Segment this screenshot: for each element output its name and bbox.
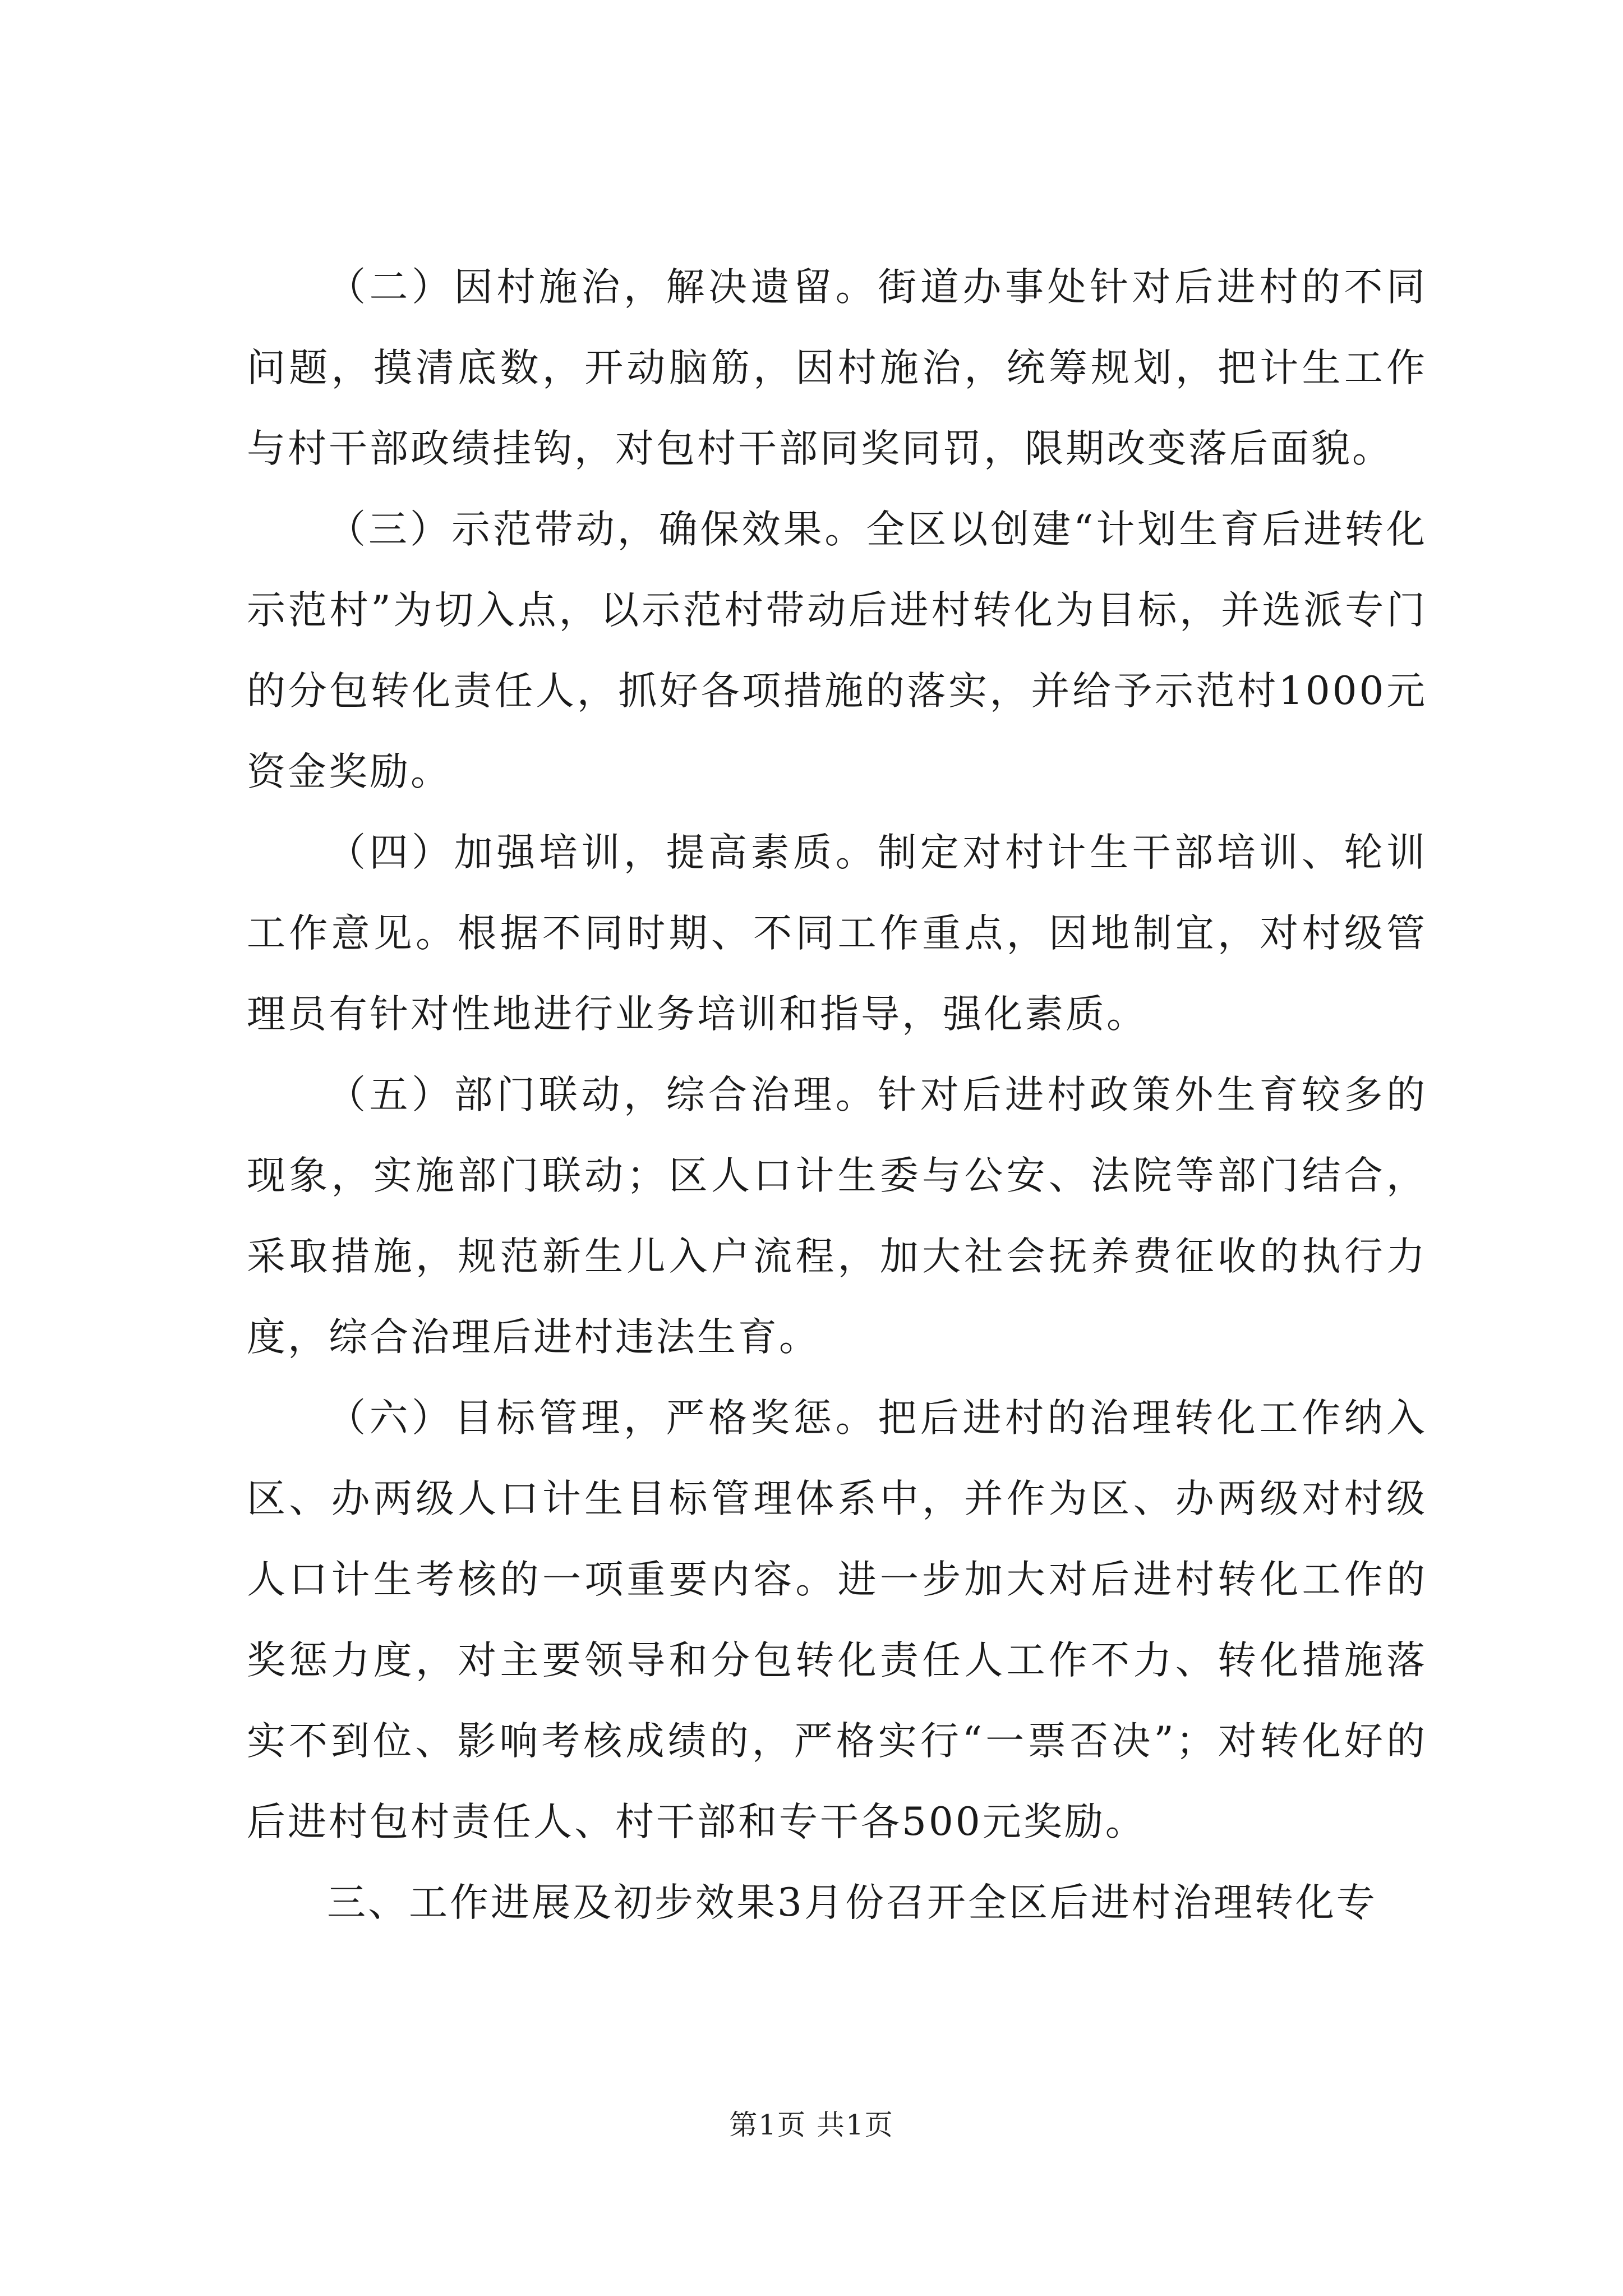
- page-footer: 第1页 共1页: [729, 2109, 894, 2141]
- paragraph-4-training: （四）加强培训，提高素质。制定对村计生干部培训、轮训工作意见。根据不同时期、不同工作重点，因地制宜，对村级管理员有针对性地进行业务培训和指导，强化素质。: [247, 830, 1427, 1037]
- paragraph-section-3-progress: 三、工作进展及初步效果3月份召开全区后进村治理转化专: [327, 1880, 1377, 1925]
- paragraph-3-demonstration: （三）示范带动，确保效果。全区以创建“计划生育后进转化示范村”为切入点，以示范村带动后进村转化为目标，并选派专门的分包转化责任人，抓好各项措施的落实，并给予示范村1000元资金奖励。: [247, 507, 1427, 794]
- paragraph-2-village-governance: （二）因村施治，解决遗留。街道办事处针对后进村的不同问题，摸清底数，开动脑筋，因村施治，统筹规划，把计生工作与村干部政绩挂钩，对包村干部同奖同罚，限期改变落后面貌。: [247, 265, 1427, 471]
- paragraph-5-department-linkage: （五）部门联动，综合治理。针对后进村政策外生育较多的现象，实施部门联动；区人口计生委与公安、法院等部门结合，采取措施，规范新生儿入户流程，加大社会抚养费征收的执行力度，综合治理后进村违法生育。: [247, 1073, 1427, 1360]
- document-body: [247, 247, 1427, 1943]
- paragraph-6-target-management: （六）目标管理，严格奖惩。把后进村的治理转化工作纳入区、办两级人口计生目标管理体系中，并作为区、办两级对村级人口计生考核的一项重要内容。进一步加大对后进村转化工作的奖惩力度，对主要领导和分包转化责任人工作不力、转化措施落实不到位、影响考核成绩的，严格实行“一票否决”；对转化好的后进村包村责任人、村干部和专干各500元奖励。: [247, 1396, 1427, 1844]
